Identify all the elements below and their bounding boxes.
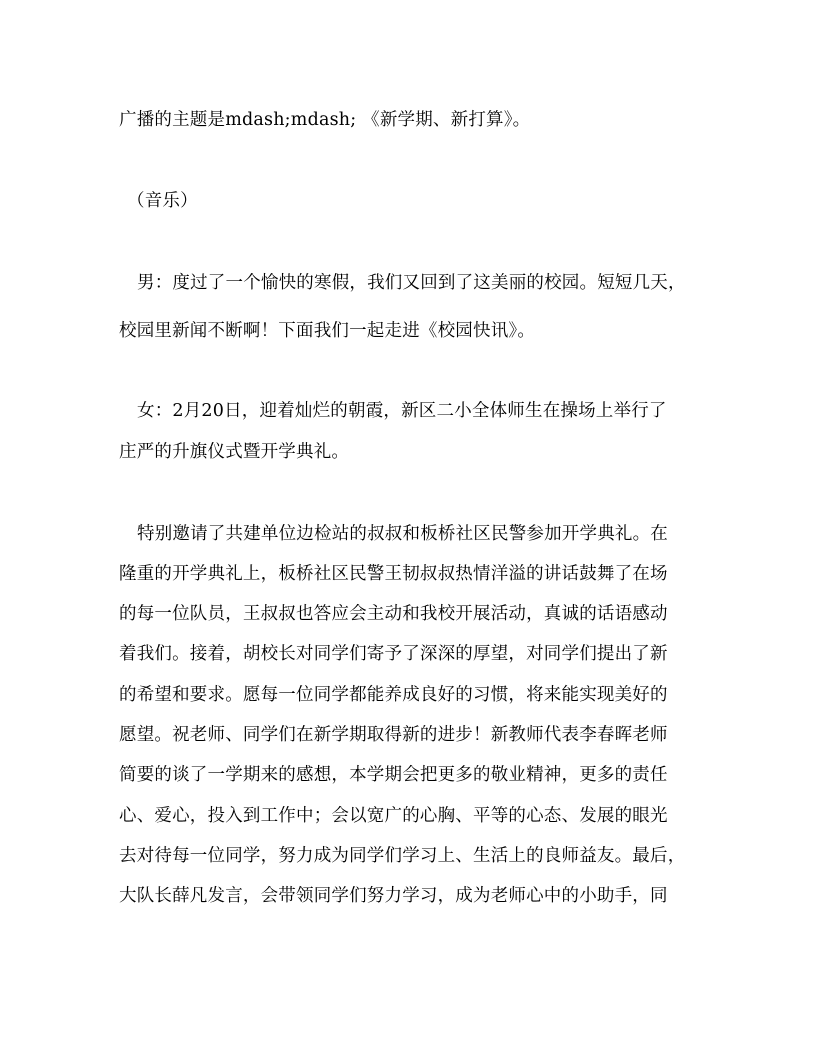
paragraph-male-line-1: 男：度过了一个愉快的寒假，我们又回到了这美丽的校园。短短几天， [137, 273, 686, 293]
paragraph-report-line-5: 的希望和要求。愿每一位同学都能养成良好的习惯，将来能实现美好的 [119, 685, 668, 705]
paragraph-report-line-8: 心、爱心，投入到工作中；会以宽广的心胸、平等的心态、发展的眼光 [119, 806, 668, 826]
paragraph-report-line-4: 着我们。接着，胡校长对同学们寄予了深深的厚望，对同学们提出了新 [119, 644, 668, 664]
paragraph-report-line-1: 特别邀请了共建单位边检站的叔叔和板桥社区民警参加开学典礼。在 [137, 524, 668, 544]
paragraph-report-line-7: 简要的谈了一学期来的感想，本学期会把更多的敬业精神，更多的责任 [119, 765, 668, 785]
paragraph-report-line-3: 的每一位队员，王叔叔也答应会主动和我校开展活动，真诚的话语感动 [119, 604, 668, 624]
paragraph-female-line-2: 庄严的升旗仪式暨开学典礼。 [119, 442, 350, 462]
paragraph-report-line-6: 愿望。祝老师、同学们在新学期取得新的进步！新教师代表李春晖老师 [119, 725, 668, 745]
paragraph-report-line-2: 隆重的开学典礼上，板桥社区民警王韧叔叔热情洋溢的讲话鼓舞了在场 [119, 564, 668, 584]
paragraph-female-line-1: 女：2月20日，迎着灿烂的朝霞，新区二小全体师生在操场上举行了 [137, 401, 667, 421]
paragraph-male-line-2: 校园里新闻不断啊！下面我们一起走进《校园快讯》。 [119, 321, 536, 341]
paragraph-report-line-10: 大队长薛凡发言，会带领同学们努力学习，成为老师心中的小助手，同 [119, 886, 668, 906]
paragraph-report-line-9: 去对待每一位同学，努力成为同学们学习上、生活上的良师益友。最后， [119, 846, 686, 866]
paragraph-music-line-1: （音乐） [127, 191, 198, 211]
paragraph-theme-line-1: 广播的主题是mdash;mdash; 《新学期、新打算》。 [119, 110, 531, 130]
